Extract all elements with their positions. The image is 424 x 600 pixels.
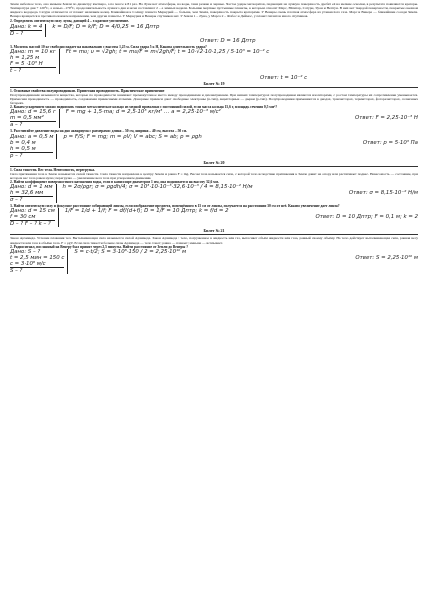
q2-question: 2. Определить оптическую силу лупы, дающей 4 – х кратное увеличение. [10,19,129,24]
q3-given-line: Дано: m = 10 кг [10,48,56,55]
t21-q2-answer: Ответ: σ = 8,15·10⁻² Н/м [348,190,418,197]
t21-paragraph: Сила притяжения тела к Земле называется силой тяжести. Сила тяжести направлена к центру Земли и равна F = mg. Весом тела называется сила, с которой тело вследствие притяжения к Земле давит на опору или растягивает подвес. Невесомость — состояние, при котором вес тела равен нулю; перегрузка — увеличение веса тела при ускоренном движении. [10,171,418,180]
t20-q2: 2. Каким ускорением можно поднимать тонкое металлическое кольцо из медной проволоки с постоянной силой, если масса кольца 15,6 г, площадь сечения 0,5 мм²? [10,105,278,110]
q3-handwritten-solution [10,49,418,74]
q2-handwritten-solution [10,24,418,37]
t21-q2-given-line: σ – ? [10,197,23,204]
t22-paragraph: Закон Архимеда. Условие плавания тел. Выталкивающая сила называется силой Архимеда. Закон Архимеда : тело, погруженное в жидкость или газ, вытесняет объём жидкости или газа, равный своему объёму. На тело действует выталкивающая сила, равная весу жидкости или газа в объёме тела. F = ρgV. Если сила тяжести больше силы Архимеда — тело тонет; равна — плавает; меньше — всплывает. [10,236,418,245]
q2-answer: Ответ: D = 16 Дптр [200,37,256,44]
t21-q3-given-line: f = 30 см [10,214,55,221]
t21-q2-solution-text: h = 2σ/ρgr; σ = ρgdh/4; σ = 10³·10·10⁻³·32,6·10⁻³ / 4 = 8,15·10⁻² Н/м [62,184,253,191]
t21-q2-handwritten-solution [10,184,418,203]
t21-q3-given-line: Дано: d = 15 см [10,208,55,215]
t22-q2-answer: Ответ: S = 2,25·10¹⁰ м [355,254,418,261]
q3-solution: Ft = mυ; υ = √2gh; t = mυ/F = m√2gh/F; t = 10·√2·10·1,25 / 5·10³ = 10⁻² с [65,48,270,55]
t20-q3-given-line: h = 0,5 м [10,146,53,153]
q2-given-block [10,24,46,37]
divider [10,87,418,88]
q2-given-line: D – ? [10,30,24,37]
t20-given-block [10,109,60,128]
t20-q2-handwritten-solution [10,109,418,128]
t22-given-line: t = 2,5 мин = 150 с [10,254,65,261]
t20-q2-solution [66,109,418,121]
t20-q2-answer: Ответ: F = 2,25·10⁻³ Н [355,115,418,122]
t22-given-line: S – ? [10,267,23,274]
t22-q2: 2. Радиосигнал, посланный на Венеру был принят через 2,5 минуты. Найти расстояние от Земли до Венеры ? [10,244,188,249]
q3-given-line: F = 5 ·10³ Н [10,61,56,68]
q2-solution: k = D/F; D = k/F; D = 4/0,25 = 16 Дптр [52,23,160,30]
t21-q3-answer: Ответ: D = 10 Дптр; F = 0,1 м; k = 2 [315,214,418,221]
t20-q2-solution-text: F = mg + 1,5·ma; d = 2,5·10³ кг/м³ … a = 2,25·10⁻³ м/с² [65,109,221,116]
t21-q2-solution [63,184,418,196]
t21-q3-handwritten-solution [10,208,418,227]
t20-q3-answer: Ответ: p = 5·10³ Па [362,139,418,146]
t20-q3-given-line: p – ? [10,152,23,159]
t20-q3: 3. Рассчитайте давление воды на дно аквариума с размерами: длина – 50 см, ширина – 40 см, высота – 50 см. [10,129,188,134]
t20-q3-given-block [10,134,57,159]
q3-given-line: h = 1,25 м [10,54,40,61]
t21-q3-given-block [10,208,59,227]
t22-q2-handwritten-solution [10,249,418,274]
q3-question: 3. Молоток массой 10 кг свободно падает на наковальню с высоты 1,25 м. Сила удара 5 к Н. Какова длительность удара? [10,44,207,49]
t22-q2-solution-text: S = c·t/2; S = 3·10⁸·150 / 2 = 2,25·10¹⁰ м [74,248,187,255]
q3-given-line: t – ? [10,67,22,74]
ticket-21-heading: Билет № 21 [203,228,225,234]
t21-q2-given-block [10,184,57,203]
t21-q3: 3. Найти оптическую силу и фокусное расстояние собирающей линзы, если изображение предмета, помещённого в 15 см от линзы, получается на расстоянии 30 см от неё. Каково увеличение дает линза? [10,204,340,209]
intro-paragraph: Земле небесное тело, оно меньше Земли по диаметру вчетверо, а по массе в 81 раз. На Луне нет атмосферы, на воды, тени резкие и черные. Частое удары метеоритов, падающих на лунную поверхность дробят её на мелкие осколки, в результате появляются кратеры. Температура дня + 120°С, а ночью –170°С, продолжительность лунного дня и ночи составляют 2 – е земных недели. Большие мертвые пустынные планеты, к которым относят Марс, Юпитер, Сатурн, Уран и Нептун. В них нет твердой поверхности, покрытые океаном жидкого водорода. Сатурн отличается от планет наличием колец. Ближайшая к Солнцу планета Меркурий — больше, чем Земля, поверхность покрыта кратерами. У Венеры очень плотная атмосфера из углекислого газа. Марс и Венера — ближайшие соседи Земли. Венера вращается в противоположном направлении, чем другие планеты. У Меркурия и Венеры спутников нет. У Земли 1 – Луна, у Марса 2 – Фобос и Деймос, у планет гигантов много спутников. [10,2,418,19]
ticket-20-heading: Билет № 20 [203,159,225,165]
q2-given-line: Дано: k = 4 [10,23,43,30]
t20-q3-given-line: b = 0,4 м [10,139,36,146]
t21-q2-given-line: h = 32,6 мм [10,190,53,197]
t21-q2: 2. Найти коэффициент поверхностного натяжения воды, если в капилляре диаметром 1 мм, она поднимается на высоту 32,6 мм. [10,180,219,185]
divider [10,234,418,235]
t20-paragraph: Полупроводниками называются вещества, которые по проводимости занимают промежуточное место между проводниками и диэлектриками. При низких температурах полупроводники являются изоляторами, с ростом температуры их сопротивление уменьшается. Примесная проводимость — проводимость, создаваемая примесными атомами. Донорные примеси дают свободные электроны (n-тип), акцепторные — дырки (p-тип). Полупроводники применяются в диодах, транзисторах, термисторах, фоторезисторах, солнечных батареях. [10,92,418,106]
ticket-19-heading: Билет № 19 [203,80,225,86]
t21-q1: 1. Сила тяжести. Вес тела. Невесомость, перегрузка. [10,167,95,172]
t22-given-line: c = 3·10⁸ м/с [10,261,64,268]
t20-q3-given-line: Дано: a = 0,5 м [10,133,54,140]
t22-given-line: Дано: S – ? [10,248,41,255]
t22-given-block [10,249,68,274]
t20-given-line: Дано: d = 15,6 г [10,109,56,116]
t21-q3-solution [65,208,418,220]
t20-given-line: a – ? [10,122,23,129]
t21-q2-given-line: Дано: d = 1 мм [10,184,53,191]
t21-q3-given-line: D – ? F – ? k – ? [10,221,51,228]
t22-q2-solution [74,249,418,261]
t20-given-line: m = 0,5 мм² [10,115,56,122]
t21-q3-solution-text: 1/F = 1/d + 1/f; F = df/(d+f); D = 1/F = 10 Дптр; k = f/d = 2 [64,208,229,215]
t20-q1: 1. Основные свойства полупроводников. Примесная проводимость. Практическое применение [10,88,165,93]
t20-q3-solution-text: p = F/S; F = mg; m = ρV; V = abc; S = ab; p = ρgh [63,133,202,140]
q3-answer: Ответ: t = 10⁻² с [260,74,308,81]
t20-q3-solution [63,134,418,146]
q3-given-block [10,49,60,74]
t20-q3-handwritten-solution [10,134,418,159]
divider [10,166,418,167]
